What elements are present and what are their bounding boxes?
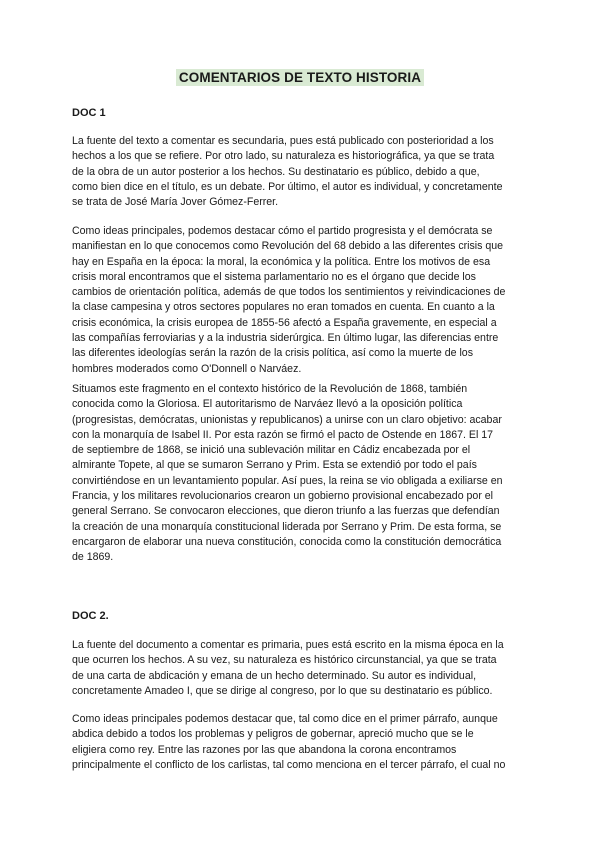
text-line: La fuente del texto a comentar es secundaria, pues está publicado con posterioridad a los xyxy=(72,135,494,147)
doc1-paragraph-3 xyxy=(72,382,530,566)
text-line: Como ideas principales, podemos destacar cómo el partido progresista y el demócrata se xyxy=(72,225,493,237)
text-line: Francia, y los militares revolucionarios crearon un gobierno provisional encabezado por el xyxy=(72,490,494,503)
text-line: hay en España en la época: la moral, la económica y la política. Entre los motivos de esa xyxy=(72,255,491,268)
document-title: COMENTARIOS DE TEXTO HISTORIA xyxy=(176,69,424,86)
text-line: concretamente Amadeo I, que se dirige al congreso, por lo que su destinatario es público. xyxy=(72,684,493,697)
text-line: Como ideas principales podemos destacar que, tal como dice en el primer párrafo, aunque xyxy=(72,713,498,725)
text-line: crisis moral encontramos que el sistema parlamentario no es el órgano que decide los xyxy=(72,270,476,283)
text-line: (progresistas, demócratas, unionistas y republicanos) a unirse con un claro objetivo: acabar xyxy=(72,413,502,426)
text-line: general Serrano. Se convocaron elecciones, que dieron triunfo a las fuerzas que defendían xyxy=(72,505,500,518)
text-line: de septiembre de 1868, se inició una sublevación militar en Cádiz encabezada por el xyxy=(72,444,471,457)
text-line: de una carta de abdicación y emana de un hecho determinado. Su autor es individual, xyxy=(72,669,477,682)
section-heading-doc2: DOC 2. xyxy=(72,610,109,622)
doc2-paragraph-1 xyxy=(72,638,530,699)
text-line: las compañías ferroviarias y a la industria siderúrgica. En último lugar, las diferencias entre xyxy=(72,332,499,345)
text-line: manifiestan en lo que conocemos como Revolución del 68 debido a las diferentes crisis que xyxy=(72,240,504,253)
text-line: hechos a los que se refiere. Por otro lado, su naturaleza es historiográfica, ya que se trata xyxy=(72,150,495,163)
text-line: hombres moderados como O'Donnell o Narváez. xyxy=(72,362,302,375)
text-line: las diferentes ideologías serán la razón de la crisis política, así como la muerte de los xyxy=(72,347,474,360)
title-wrapper xyxy=(0,69,600,87)
text-line: encargaron de elaborar una nueva constitución, conocida como la constitución democrática xyxy=(72,535,502,548)
text-line: como bien dice en el título, es un debate. Por último, el autor es individual, y concretamente xyxy=(72,180,503,193)
section-heading-doc1: DOC 1 xyxy=(72,107,106,119)
text-line: crisis económica, la crisis europea de 1855-56 afectó a España gravemente, en especial a xyxy=(72,316,497,329)
text-line: abdica debido a todos los problemas y peligros de gobernar, apreció mucho que se le xyxy=(72,728,474,741)
doc2-paragraph-2 xyxy=(72,712,530,773)
text-line: que ocurren los hechos. A su vez, su naturaleza es histórico circunstancial, ya que se trata xyxy=(72,654,497,667)
text-line: eligiera como rey. Entre las razones por las que abandona la corona encontramos xyxy=(72,743,457,756)
text-line: de 1869. xyxy=(72,551,114,564)
text-line: principalmente el conflicto de los carlistas, tal como menciona en el tercer párrafo, el cual no xyxy=(72,758,506,771)
doc1-paragraph-2 xyxy=(72,224,530,377)
doc1-paragraph-1 xyxy=(72,134,530,210)
text-line: La fuente del documento a comentar es primaria, pues está escrito en la misma época en la xyxy=(72,639,504,651)
text-line: la creación de una monarquía constitucional liderada por Serrano y Prim. De esta forma, se xyxy=(72,520,502,533)
text-line: la clase campesina y otros sectores populares no eran tomados en cuenta. En cuanto a la xyxy=(72,301,495,314)
text-line: almirante Topete, al que se sumaron Serrano y Prim. Esta se extendió por todo el país xyxy=(72,459,477,472)
text-line: con la monarquía de Isabel II. Por esta razón se firmó el pacto de Ostende en 1867. El 17 xyxy=(72,428,494,441)
text-line: conocida como la Gloriosa. El autoritarismo de Narváez llevó a la oposición política xyxy=(72,398,463,411)
text-line: se trata de José María Jover Gómez-Ferrer. xyxy=(72,196,279,209)
text-line: de la obra de un autor posterior a los hechos. Su destinatario es público, debido a que, xyxy=(72,165,480,178)
text-line: convirtiéndose en un levantamiento popular. Así pues, la reina se vio obligada a exiliarse en xyxy=(72,474,503,487)
text-line: cambios de orientación política, además de que todos los sentimientos y reivindicaciones de xyxy=(72,286,506,299)
text-line: Situamos este fragmento en el contexto histórico de la Revolución de 1868, también xyxy=(72,383,468,395)
